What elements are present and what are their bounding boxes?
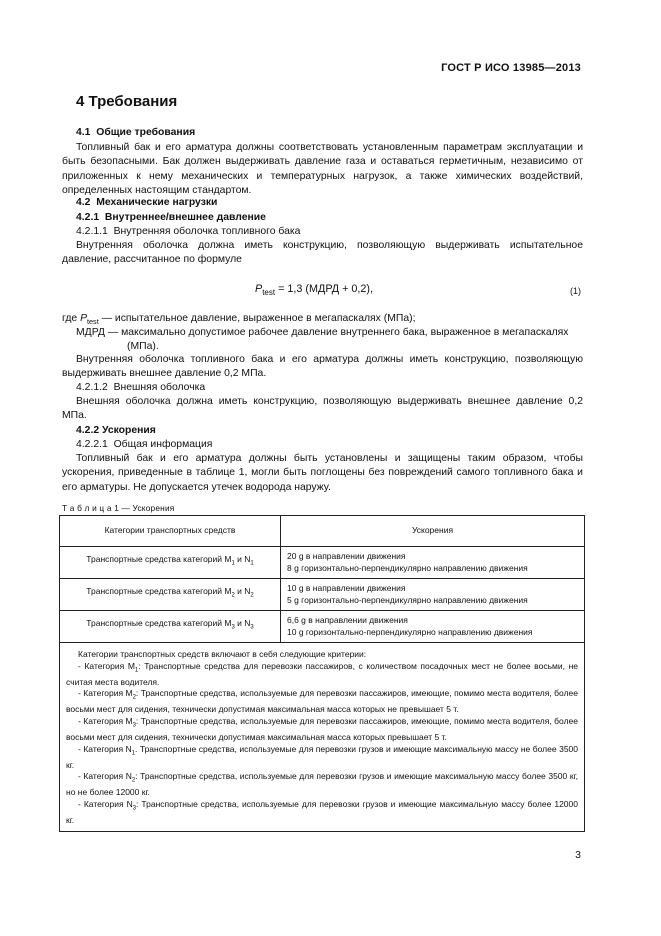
note-m1: - Категория $M_1$: Транспортные средства для перевозки пассажиров, с количеством посадочных мест не более восьми, не считая места водителя. (66, 660, 578, 687)
paragraph-4-1: Топливный бак и его арматура должны соответствовать установленным параметрам эксплуатации и быть безопасными. Бак должен выдерживать давление газа и оставаться герметичным, независимо от приложенных к нему механических и температурных нагрузок, а также химических воздействий, определенных настоящим стандартом. (62, 142, 583, 196)
note-m2: - Категория $M_2$: Транспортные средства, используемые для перевозки пассажиров, имеющие, помимо места водителя, более восьми мест для сидения, технически допустимая максимальная масса которых не превышает 5 т. (66, 688, 579, 715)
table-row (60, 547, 585, 579)
section-title: Требования (88, 93, 178, 110)
table-cell-category: Транспортные средства категорий $M_3$ и $N_3$ (60, 611, 281, 643)
table-cell-acceleration: 10 g в направлении движения 5 g горизонтально-перпендикулярно направлению движения (281, 579, 585, 611)
table-cell-acceleration: 6,6 g в направлении движения 10 g горизонтально-перпендикулярно направлению движения (281, 611, 585, 643)
page-number: 3 (575, 849, 581, 861)
column-header-accelerations: Ускорения (281, 516, 585, 547)
table-caption: Т а б л и ц а 1 — Ускорения (62, 503, 175, 513)
definition-mdrd-cont: (МПа). (127, 341, 159, 352)
heading-4-2-2-1: 4.2.2.1 Общая информация (76, 439, 213, 450)
table-header-row (60, 516, 585, 547)
table-notes-row (60, 643, 585, 832)
formula-number: (1) (570, 286, 581, 296)
paragraph-4-2-1-1: Внутренняя оболочка должна иметь конструкцию, позволяющую выдерживать испытательное давление, рассчитанное по формуле (62, 240, 583, 266)
table-notes (60, 643, 585, 832)
note-n1: - Категория $N_1$. Транспортные средства, используемые для перевозки грузов и имеющие максимальную массу не более 3500 кг. (66, 743, 578, 770)
accelerations-table (59, 515, 585, 832)
table-cell-category: Транспортные средства категорий $M_2$ и $N_2$ (60, 579, 281, 611)
note-m3: - Категория $M_3$: Транспортные средства, используемые для перевозки пассажиров, имеющие, помимо места водителя, более восьми мест для сидения, технически допустимая максимальная масса которых превышает 5 т. (66, 715, 579, 743)
heading-4-2-2: 4.2.2 Ускорения (76, 425, 156, 436)
definition-p-test: где $P_{test}$ — испытательное давление, выраженное в мегапаскалях (МПа); (62, 313, 416, 327)
heading-4-2-1-1: 4.2.1.1 Внутренняя оболочка топливного бака (76, 226, 301, 237)
heading-4-2-1: 4.2.1 Внутреннее/внешнее давление (76, 212, 266, 223)
paragraph-4-2-2-1: Топливный бак и его арматура должны быть установлены и защищены таким образом, чтобы ускорения, приведенные в таблице 1, могли быть поглощены без повреждений самого топливного бака и его арматуры. Не допускается утечек водорода наружу. (62, 453, 583, 493)
section-number: 4 (76, 93, 85, 110)
paragraph-inner-shell: Внутренняя оболочка топливного бака и его арматура должны иметь конструкцию, позволяющую выдерживать внешнее давление 0,2 МПа. (62, 354, 583, 380)
document-code: ГОСТ Р ИСО 13985—2013 (441, 62, 581, 74)
section-heading (76, 93, 177, 110)
note-n2: - Категория $N_2$: Транспортные средства, используемые для перевозки грузов и имеющие максимальную массу более 3500 кг, но не более 12000 кг. (66, 771, 578, 798)
definition-mdrd: МДРД — максимально допустимое рабочее давление внутреннего бака, выраженное в мегапаскалях (76, 327, 569, 338)
paragraph-4-2-1-2: Внешняя оболочка должна иметь конструкцию, позволяющую выдерживать внешнее давление 0,2 МПа. (62, 396, 583, 422)
table-cell-acceleration: 20 g в направлении движения 8 g горизонтально-перпендикулярно направлению движения (281, 547, 585, 579)
table-cell-category: Транспортные средства категорий $M_1$ и $N_1$ (60, 547, 281, 579)
note-intro: Категории транспортных средств включают в себя следующие критерии: (78, 649, 367, 659)
formula: $P_{test} = 1,3$ (МДРД + 0,2), (255, 283, 374, 298)
heading-4-2: 4.2 Механические нагрузки (76, 197, 218, 208)
table-row (60, 611, 585, 643)
heading-4-2-1-2: 4.2.1.2 Внешняя оболочка (76, 382, 206, 393)
note-n3: - Категория $N_3$: Транспортные средства, используемые для перевозки грузов и имеющие максимальную массу более 12000 кг. (66, 798, 578, 826)
table-row (60, 579, 585, 611)
column-header-categories: Категории транспортных средств (60, 516, 281, 547)
heading-4-1: 4.1 Общие требования (76, 127, 196, 138)
